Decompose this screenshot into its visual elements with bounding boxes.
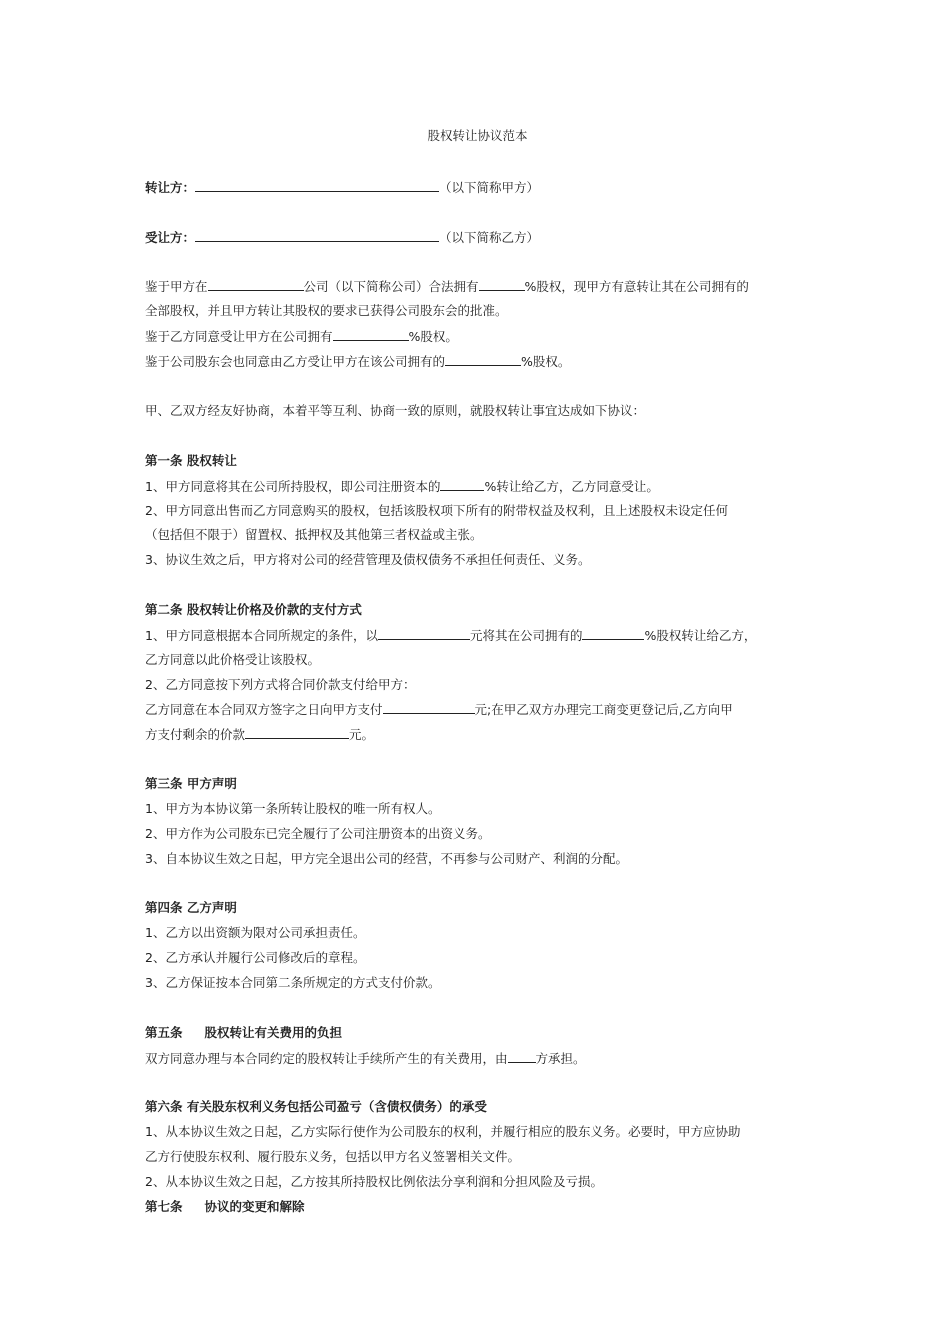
recital-text: 鉴于公司股东会也同意由乙方受让甲方在该公司拥有的 [145,354,446,369]
article-number: 第七条 [145,1199,183,1214]
share-percent-blank [333,328,409,341]
recital-text: 公司（以下简称公司）合法拥有 [303,279,479,294]
payment-blank [383,701,475,714]
article-3-item-3: 3、自本协议生效之日起，甲方完全退出公司的经营，不再参与公司财产、利润的分配。 [145,851,628,866]
article-2-heading: 第二条 股权转让价格及价款的支付方式 [145,602,362,617]
article-text: 元;在甲乙双方办理完工商变更登记后,乙方向甲 [474,702,733,717]
article-7-heading [145,1199,305,1215]
transferee-label: 受让方： [145,230,196,245]
article-5-heading [145,1025,342,1041]
share-percent-blank [445,353,521,366]
article-2-item-1-cont: 乙方同意以此价格受让该股权。 [145,652,321,667]
article-6-item-1: 1、从本协议生效之日起，乙方实际行使作为公司股东的权利，并履行相应的股东义务。必要时，甲方应协助 [145,1124,741,1139]
company-name-blank [208,278,304,291]
article-1-item-2-cont: （包括但不限于）留置权、抵押权及其他第三者权益或主张。 [145,527,483,542]
recital-text: 鉴于乙方同意受让甲方在公司拥有 [145,329,333,344]
article-6-heading: 第六条 有关股东权利义务包括公司盈亏（含债权债务）的承受 [145,1099,487,1114]
transferee-line [145,229,539,246]
article-text: 双方同意办理与本合同约定的股权转让手续所产生的有关费用，由 [145,1051,508,1066]
article-4-item-3: 3、乙方保证按本合同第二条所规定的方式支付价款。 [145,975,441,990]
article-1-item-3: 3、协议生效之后，甲方将对公司的经营管理及债权债务不承担任何责任、义务。 [145,552,591,567]
price-blank [378,627,470,640]
article-2-item-3 [145,701,733,718]
share-percent-blank [479,278,525,291]
recital-text: %股权。 [521,354,571,369]
transferor-line [145,179,539,196]
article-3-heading: 第三条 甲方声明 [145,776,237,791]
article-title: 股权转让有关费用的负担 [204,1025,343,1040]
article-text: 元。 [349,727,375,742]
transferor-label: 转让方： [145,180,196,195]
article-text: %股权转让给乙方， [644,628,757,643]
recital-line-1 [145,278,749,295]
article-6-item-1-cont: 乙方行使股东权利、履行股东义务，包括以甲方名义签署相关文件。 [145,1149,521,1164]
transferee-note: （以下简称乙方） [439,230,540,245]
article-text: 方支付剩余的价款 [145,727,246,742]
article-1-heading: 第一条 股权转让 [145,453,237,468]
recital-line-2: 全部股权，并且甲方转让其股权的要求已获得公司股东会的批准。 [145,303,508,318]
remaining-payment-blank [245,726,349,739]
recital-text: %股权，现甲方有意转让其在公司拥有的 [524,279,749,294]
recital-line-3 [145,328,458,345]
recital-text: 鉴于甲方在 [145,279,208,294]
article-3-item-1: 1、甲方为本协议第一条所转让股权的唯一所有权人。 [145,801,441,816]
article-4-item-1: 1、乙方以出资额为限对公司承担责任。 [145,925,366,940]
recital-line-4 [145,353,570,370]
document-title: 股权转让协议范本 [427,128,528,143]
article-text: %转让给乙方，乙方同意受让。 [484,479,659,494]
transferor-blank [195,179,439,192]
article-5-item-1 [145,1050,586,1067]
article-text: 1、甲方同意将其在公司所持股权，即公司注册资本的 [145,479,441,494]
article-text: 1、甲方同意根据本合同所规定的条件，以 [145,628,378,643]
recital-line-5: 甲、乙双方经友好协商，本着平等互利、协商一致的原则，就股权转让事宜达成如下协议： [145,403,646,418]
party-blank [508,1050,536,1063]
article-text: 方承担。 [535,1051,586,1066]
article-4-heading: 第四条 乙方声明 [145,900,237,915]
article-text: 乙方同意在本合同双方签字之日向甲方支付 [145,702,383,717]
article-1-item-2: 2、甲方同意出售而乙方同意购买的股权，包括该股权项下所有的附带权益及权利，且上述股权未设定任何 [145,503,728,518]
article-6-item-2: 2、从本协议生效之日起，乙方按其所持股权比例依法分享利润和分担风险及亏损。 [145,1174,603,1189]
article-1-item-1 [145,478,659,495]
transferor-note: （以下简称甲方） [439,180,540,195]
article-2-item-2: 2、乙方同意按下列方式将合同价款支付给甲方： [145,677,416,692]
article-title: 协议的变更和解除 [204,1199,305,1214]
percent-blank [582,627,644,640]
percent-blank [440,478,484,491]
article-4-item-2: 2、乙方承认并履行公司修改后的章程。 [145,950,366,965]
article-3-item-2: 2、甲方作为公司股东已完全履行了公司注册资本的出资义务。 [145,826,491,841]
article-2-item-3-cont [145,726,374,743]
article-number: 第五条 [145,1025,183,1040]
recital-text: %股权。 [408,329,458,344]
article-text: 元将其在公司拥有的 [469,628,583,643]
article-2-item-1 [145,627,756,644]
transferee-blank [195,229,439,242]
